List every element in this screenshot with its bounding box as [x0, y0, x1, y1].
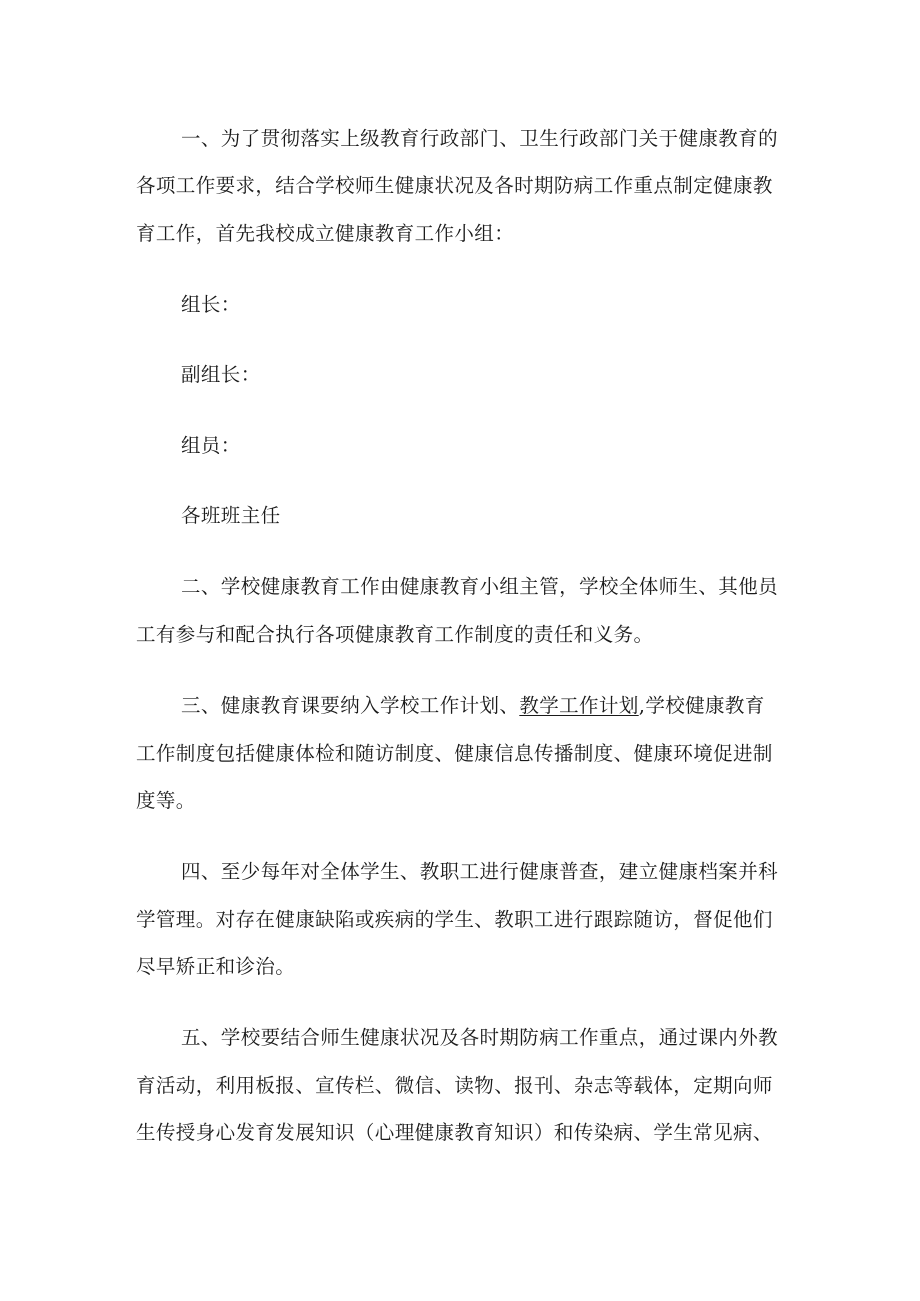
p1-line-2: 各项工作要求，结合学校师生健康状况及各时期防病工作重点制定健康教: [136, 174, 773, 197]
p5-line-3: 生传授身心发育发展知识（心理健康教育知识）和传染病、学生常见病、: [136, 1121, 773, 1144]
p2-line-2: 工有参与和配合执行各项健康教育工作制度的责任和义务。: [136, 623, 654, 646]
p5-line-2: 育活动，利用板报、宣传栏、微信、读物、报刊、杂志等载体，定期向师: [136, 1074, 773, 1097]
p2-line-1: 二、学校健康教育工作由健康教育小组主管，学校全体师生、其他员: [181, 575, 779, 598]
p3-line-3: 度等。: [136, 789, 196, 812]
teaching-plan-link[interactable]: 教学工作计划: [519, 694, 639, 717]
leader-label: 组长：: [181, 293, 241, 316]
p3-line-1-before: 三、健康教育课要纳入学校工作计划、: [181, 694, 520, 717]
p3-line-2: 工作制度包括健康体检和随访制度、健康信息传播制度、健康环境促进制: [136, 742, 773, 765]
p4-line-3: 尽早矫正和诊治。: [136, 955, 296, 978]
p3-line-1-after: ,学校健康教育: [638, 694, 765, 717]
p4-line-1: 四、至少每年对全体学生、教职工进行健康普查，建立健康档案并科: [181, 860, 779, 883]
deputy-leader-label: 副组长：: [181, 363, 261, 386]
members-label: 组员：: [181, 434, 241, 457]
p3-line-1: [181, 694, 765, 718]
p1-line-3: 育工作，首先我校成立健康教育工作小组：: [136, 222, 515, 245]
p1-line-1: 一、为了贯彻落实上级教育行政部门、卫生行政部门关于健康教育的: [181, 127, 779, 150]
class-teachers-text: 各班班主任: [181, 504, 281, 527]
p4-line-2: 学管理。对存在健康缺陷或疾病的学生、教职工进行跟踪随访，督促他们: [136, 908, 773, 931]
p5-line-1: 五、学校要结合师生健康状况及各时期防病工作重点，通过课内外教: [181, 1026, 779, 1049]
